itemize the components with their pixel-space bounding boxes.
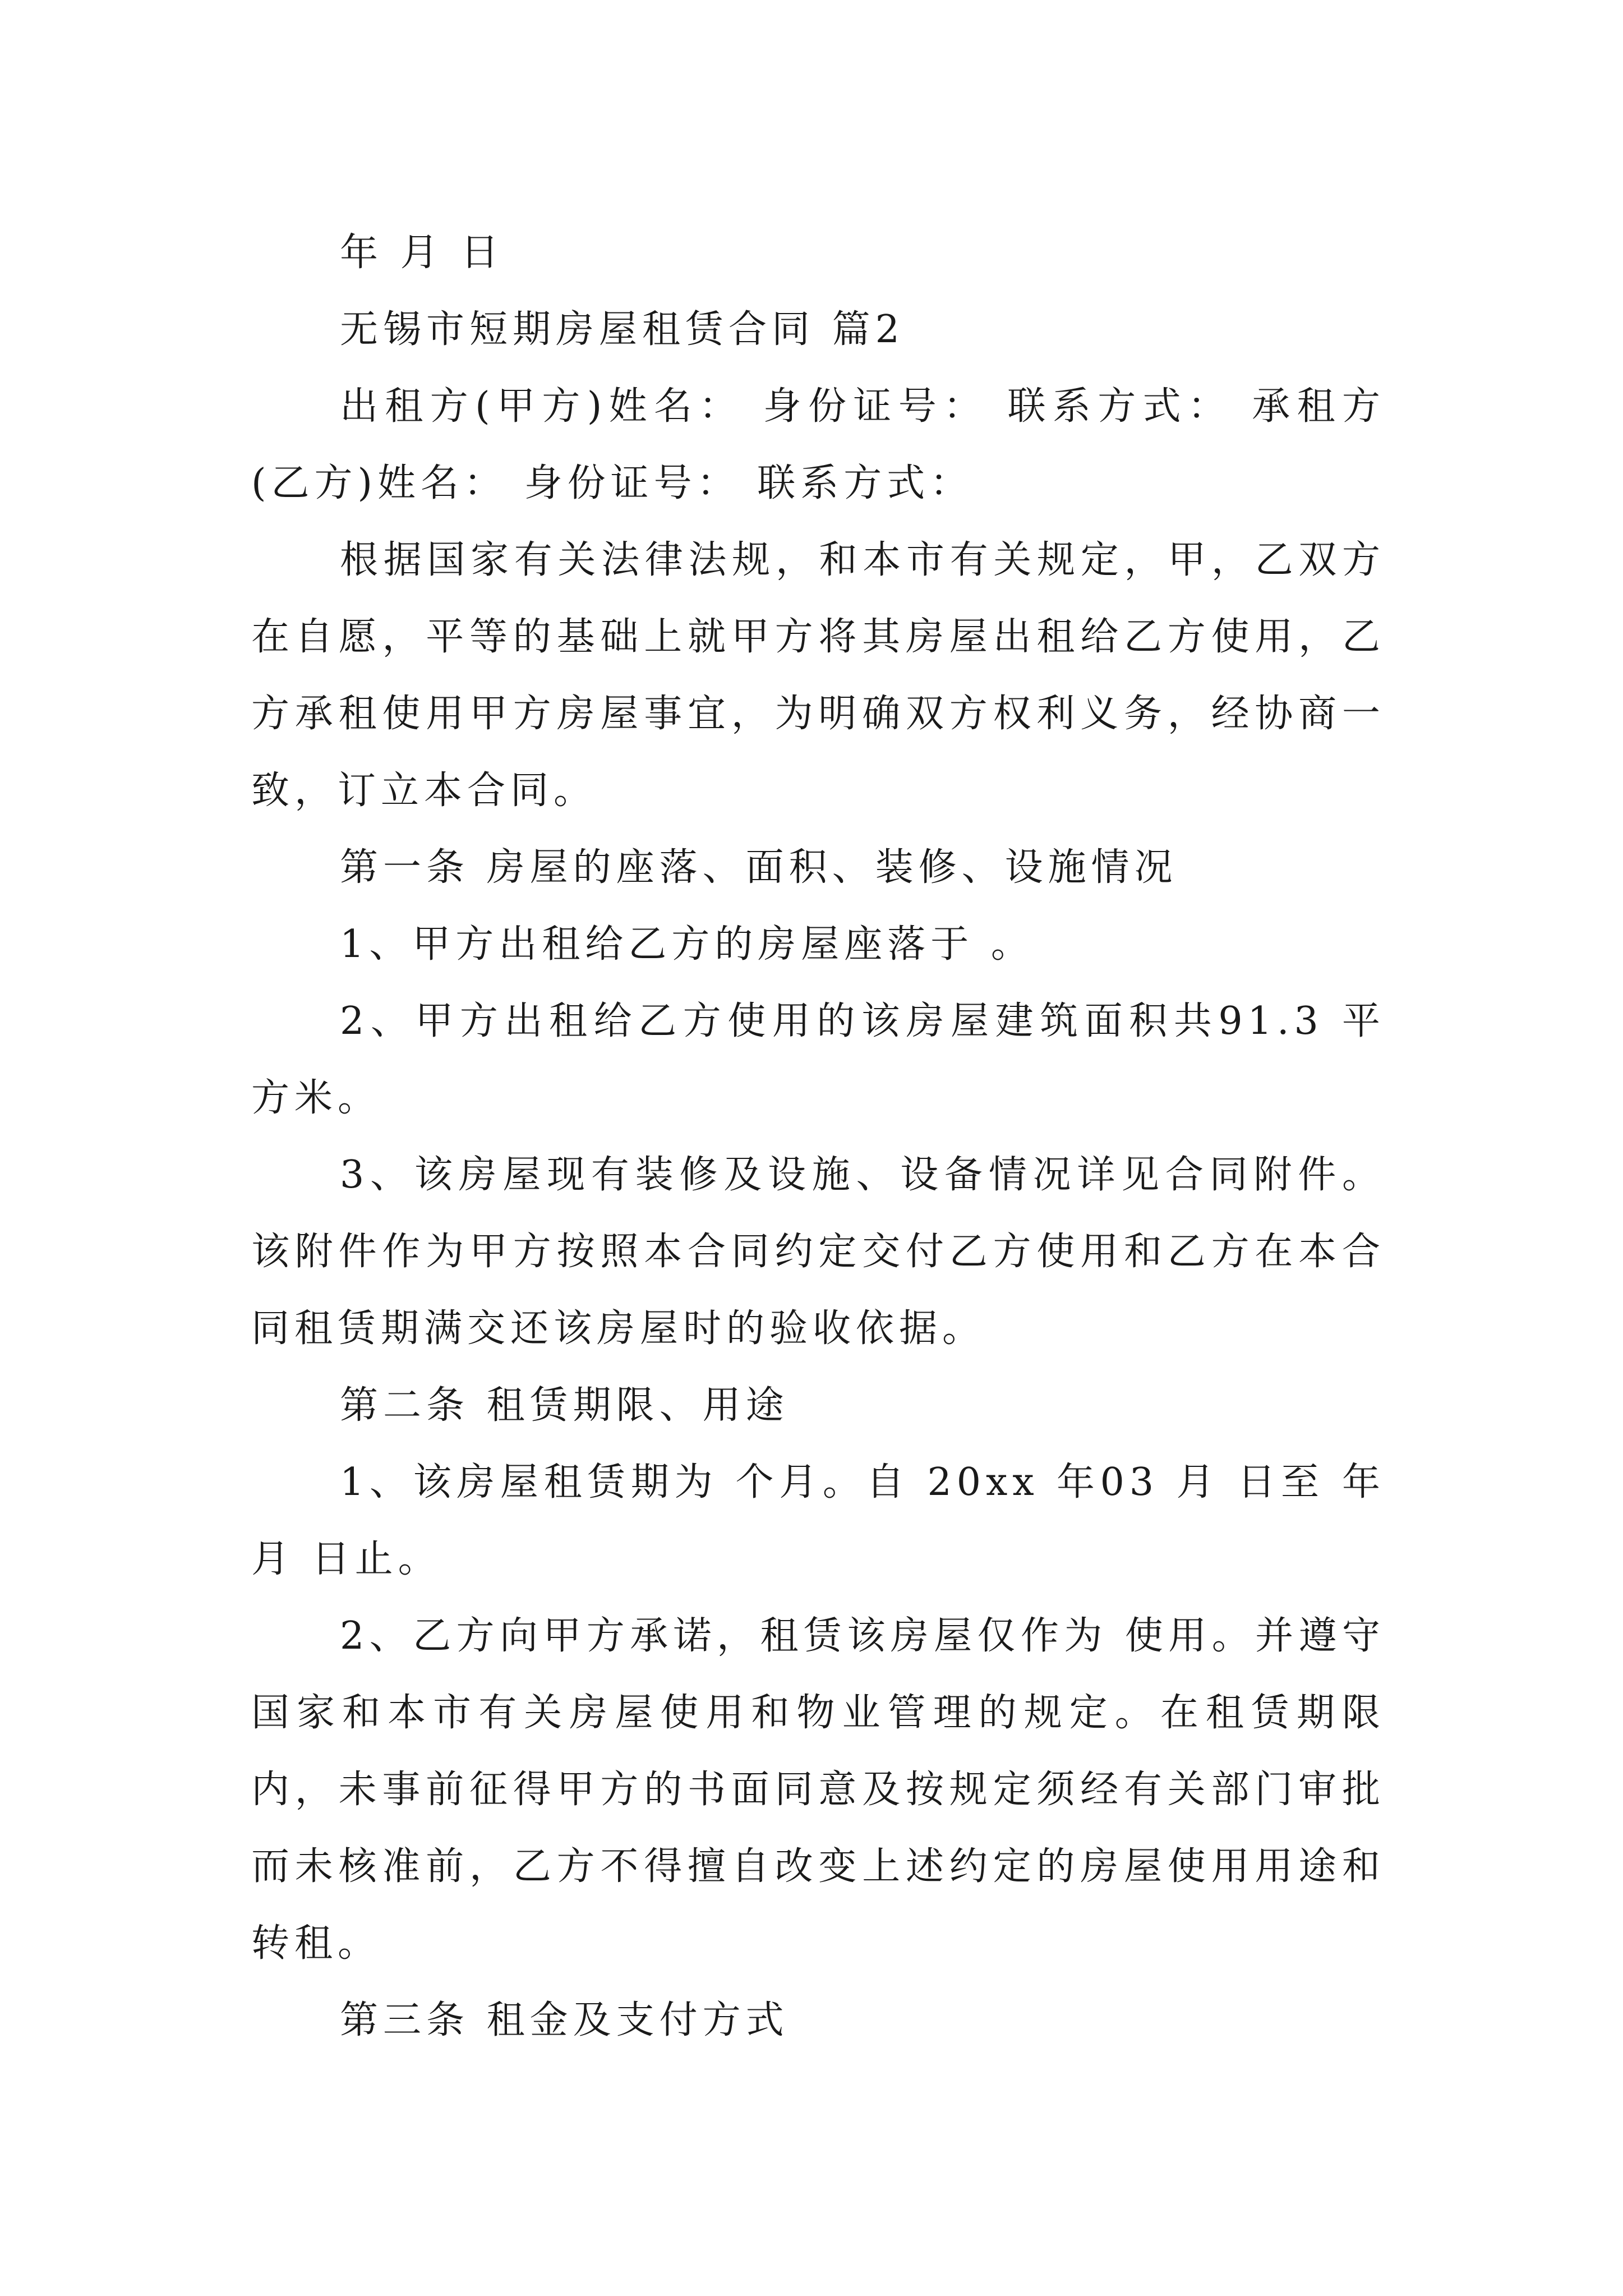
article-1-clause-2: 2、甲方出租给乙方使用的该房屋建筑面积共91.3 平方米。 [251,999,1385,1120]
article-1-clause-3: 3、该房屋现有装修及设施、设备情况详见合同附件。该附件作为甲方按照本合同约定交付乙方使用和乙方在本合同租赁期满交还该房屋时的验收依据。 [251,1153,1385,1351]
parties-info: 出租方(甲方)姓名： 身份证号： 联系方式： 承租方(乙方)姓名： 身份证号： 联系方式： [251,384,1385,505]
article-1-heading: 第一条 房屋的座落、面积、装修、设施情况 [340,845,1178,890]
article-2-clause-2: 2、乙方向甲方承诺，租赁该房屋仅作为 使用。并遵守国家和本市有关房屋使用和物业管理的规定。在租赁期限内，未事前征得甲方的书面同意及按规定须经有关部门审批而未核准前，乙方不得擅自改变上述约定的房屋使用用途和转租。 [251,1614,1385,1966]
preamble-paragraph: 根据国家有关法律法规，和本市有关规定，甲，乙双方在自愿，平等的基础上就甲方将其房屋出租给乙方使用，乙方承租使用甲方房屋事宜，为明确双方权利义务，经协商一致，订立本合同。 [251,538,1385,813]
article-2-heading: 第二条 租赁期限、用途 [340,1383,789,1428]
article-1-clause-1: 1、甲方出租给乙方的房屋座落于 。 [340,922,1034,967]
article-3-heading: 第三条 租金及支付方式 [340,1998,789,2042]
contract-title: 无锡市短期房屋租赁合同 篇2 [340,307,905,352]
document-body [251,214,1385,2059]
date-line: 年 月 日 [340,231,504,275]
article-2-clause-1: 1、该房屋租赁期为 个月。自 20xx 年03 月 日至 年 月 日止。 [251,1460,1385,1581]
